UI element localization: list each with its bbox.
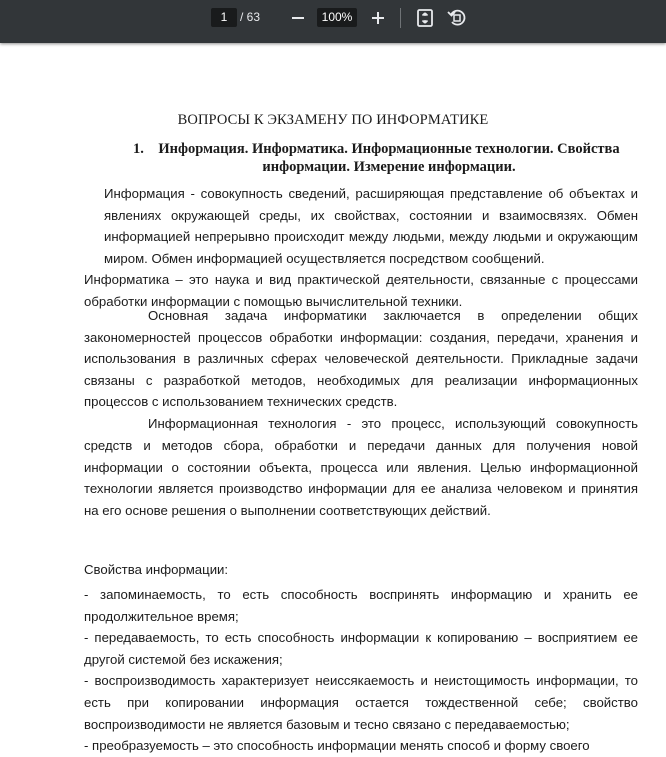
list-item: - передаваемость, то есть способность информации к копированию – восприятием ее другой системой без искажения; (84, 630, 638, 667)
properties-title: Свойства информации: (84, 562, 229, 577)
rotate-icon[interactable] (445, 6, 467, 28)
zoom-out-icon[interactable] (287, 7, 309, 29)
page-count-label: / 63 (240, 10, 261, 24)
list-item: - преобразуемость – это способность информации менять способ и форму своего (84, 738, 590, 754)
paragraph-main-task: Основная задача информатики заключается в определении общих закономерностей процессов обработки информации: создания, передачи, хранения и использования в различных сферах человеческой деятельности. Прикладные задачи связаны с разработкой методов, необходимых для реализации информационных процессов с использованием технических средств. (84, 308, 638, 410)
page-number-input[interactable]: 1 (211, 8, 237, 27)
toolbar-divider (400, 8, 401, 28)
properties-list (84, 584, 638, 757)
paragraph-informatics: Информатика – это наука и вид практической деятельности, связанные с процессами обработки информации с помощью вычислительной техники. (84, 272, 638, 309)
zoom-in-icon[interactable] (367, 7, 389, 29)
paragraph-info-technology: Информационная технология - это процесс, использующий совокупность средств и методов сбора, обработки и передачи данных для получения новой информации о состоянии объекта, процесса или явления. Целью информационной технологии является производство информации для ее анализа человеком и принятия на его основе решения о выполнении соответствующих действий. (84, 416, 638, 519)
fit-to-page-icon[interactable] (414, 7, 436, 29)
question-number: 1. (133, 141, 144, 157)
document-title: ВОПРОСЫ К ЭКЗАМЕНУ ПО ИНФОРМАТИКЕ (177, 112, 489, 128)
question-text: Информация. Информатика. Информационные технологии. Свойства информации. Измерение информации. (158, 141, 620, 175)
list-item: - воспроизводимость характеризует неиссякаемость и неистощимость информации, то есть при копировании информация остается тождественной себе; свойство воспроизводимости не является базовым и тесно связано с передаваемостью; (84, 673, 638, 732)
list-item: - запоминаемость, то есть способность воспринять информацию и хранить ее продолжительное время; (84, 587, 638, 624)
paragraph-information: Информация - совокупность сведений, расширяющая представление об объектах и явлениях окружающей среды, их свойствах, состоянии и взаимосвязях. Обмен информацией непрерывно происходит между людьми, между людьми и окружающим миром. Обмен информацией осуществляется посредством сообщений. (104, 186, 638, 266)
pdf-toolbar (0, 0, 666, 43)
document-page (0, 43, 666, 754)
zoom-level-input[interactable]: 100% (317, 8, 357, 27)
